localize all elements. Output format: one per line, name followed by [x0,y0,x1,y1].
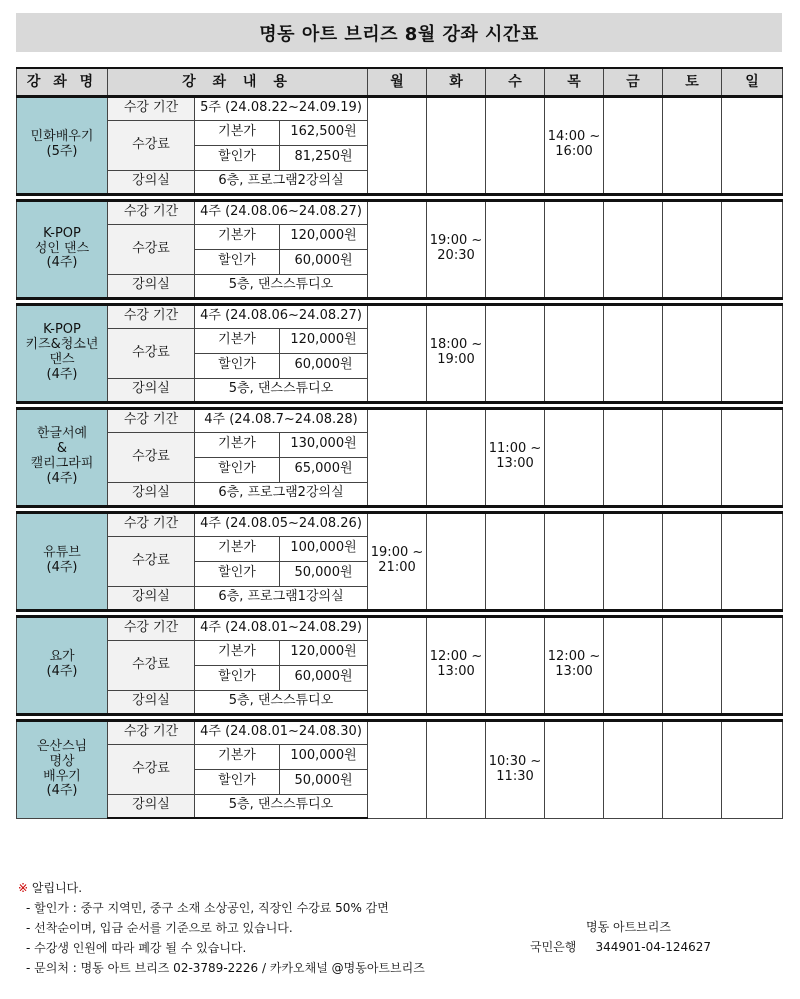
schedule-empty-cell [427,720,486,818]
fee-label: 수강료 [108,536,195,586]
base-price-label: 기본가 [195,224,280,249]
notice-line: - 문의처 : 명동 아트 브리즈 02-3789-2226 / 카카오채널 @명동아트브리즈 [26,961,425,975]
schedule-empty-cell [545,408,604,506]
time-start: 12:00 ~ [429,649,483,665]
fee-label: 수강료 [108,120,195,170]
schedule-empty-cell [368,720,427,818]
schedule-time-cell [427,200,486,298]
schedule-empty-cell [486,96,545,194]
notice-heading-text: 알립니다. [31,881,83,895]
discount-price: 50,000원 [280,769,368,794]
discount-price: 60,000원 [280,665,368,690]
period-label: 수강 기간 [108,616,195,640]
time-start: 19:00 ~ [370,545,424,561]
schedule-empty-cell [722,720,783,818]
schedule-empty-cell [545,200,604,298]
day-header-mon: 월 [368,68,427,96]
room-label: 강의실 [108,794,195,818]
notice-mark-icon: ※ [18,881,29,895]
schedule-time-cell [545,616,604,714]
course-name-line: K-POP [43,322,81,338]
schedule-empty-cell [604,512,663,610]
course-name-line: 유튜브 [43,545,81,561]
course-period-row [17,200,783,224]
room-label: 강의실 [108,378,195,402]
course-name-line: 캘리그라피 [30,456,94,471]
discount-price: 60,000원 [280,249,368,274]
course-room: 5층, 댄스스튜디오 [195,378,368,402]
time-end: 20:30 [437,248,475,263]
discount-price-label: 할인가 [195,145,280,170]
discount-price-label: 할인가 [195,249,280,274]
room-label: 강의실 [108,690,195,714]
schedule-empty-cell [486,512,545,610]
notice-line: - 선착순이며, 입금 순서를 기준으로 하고 있습니다. [26,921,293,935]
course-period: 4주 (24.08.7~24.08.28) [195,408,368,432]
base-price: 100,000원 [280,536,368,561]
schedule-empty-cell [604,200,663,298]
discount-price: 50,000원 [280,561,368,586]
schedule-empty-cell [604,304,663,402]
course-name-header: 강 좌 명 [17,68,108,96]
day-header-wed: 수 [486,68,545,96]
period-label: 수강 기간 [108,512,195,536]
base-price: 162,500원 [280,120,368,145]
schedule-empty-cell [368,304,427,402]
day-header-fri: 금 [604,68,663,96]
schedule-empty-cell [427,512,486,610]
schedule-empty-cell [368,408,427,506]
schedule-empty-cell [427,96,486,194]
course-content-header: 강 좌 내 용 [108,68,368,96]
schedule-empty-cell [663,200,722,298]
period-label: 수강 기간 [108,200,195,224]
fee-label: 수강료 [108,640,195,690]
time-end: 21:00 [378,560,416,575]
base-price: 120,000원 [280,328,368,353]
time-end: 13:00 [496,456,534,471]
schedule-empty-cell [545,304,604,402]
base-price-label: 기본가 [195,640,280,665]
account-number: 344901-04-124627 [595,940,711,954]
time-end: 11:30 [496,768,534,784]
course-name-line: 민화배우기 [30,129,94,145]
course-period: 4주 (24.08.06~24.08.27) [195,200,368,224]
schedule-empty-cell [604,408,663,506]
course-name-line: 성인 댄스 [34,240,90,256]
schedule-empty-cell [663,512,722,610]
course-name-line: 댄스 [49,352,75,367]
schedule-time-cell [427,616,486,714]
schedule-empty-cell [722,200,783,298]
course-name-line: (4주) [46,366,78,382]
period-label: 수강 기간 [108,720,195,744]
table-header-row [17,68,783,96]
schedule-empty-cell [722,616,783,714]
course-name-line: (4주) [46,560,78,575]
base-price-label: 기본가 [195,536,280,561]
time-end: 16:00 [555,144,593,159]
schedule-empty-cell [486,616,545,714]
course-name [17,720,108,818]
base-price-label: 기본가 [195,432,280,457]
course-name-line: 한글서예 [36,426,88,442]
course-period-row [17,512,783,536]
course-name [17,616,108,714]
schedule-empty-cell [722,408,783,506]
course-room: 5층, 댄스스튜디오 [195,274,368,298]
base-price-label: 기본가 [195,328,280,353]
course-room: 6층, 프로그램2강의실 [195,482,368,506]
room-label: 강의실 [108,586,195,610]
period-label: 수강 기간 [108,304,195,328]
discount-price-label: 할인가 [195,561,280,586]
schedule-empty-cell [604,616,663,714]
schedule-empty-cell [663,96,722,194]
schedule-empty-cell [722,304,783,402]
room-label: 강의실 [108,274,195,298]
course-period: 4주 (24.08.05~24.08.26) [195,512,368,536]
day-header-sun: 일 [722,68,783,96]
schedule-body [17,96,783,818]
discount-price-label: 할인가 [195,769,280,794]
room-label: 강의실 [108,170,195,194]
course-room: 5층, 댄스스튜디오 [195,690,368,714]
time-start: 18:00 ~ [429,337,483,353]
schedule-empty-cell [368,616,427,714]
course-name-line: & [56,441,68,457]
time-end: 13:00 [437,664,475,679]
course-period-row [17,304,783,328]
schedule-empty-cell [545,512,604,610]
schedule-empty-cell [368,200,427,298]
course-period: 4주 (24.08.01~24.08.30) [195,720,368,744]
course-name-line: 은산스님 [36,738,88,754]
base-price-label: 기본가 [195,744,280,769]
schedule-empty-cell [486,200,545,298]
time-start: 14:00 ~ [547,129,601,145]
course-name-line: 요가 [49,649,75,665]
time-start: 11:00 ~ [488,441,542,457]
course-name-line: (4주) [46,255,78,271]
day-header-tue: 화 [427,68,486,96]
course-name-line: 키즈&청소년 [25,337,99,353]
course-name-line: (4주) [46,783,78,799]
base-price: 130,000원 [280,432,368,457]
page-title: 명동 아트 브리즈 8월 강좌 시간표 [16,13,782,52]
course-room: 6층, 프로그램2강의실 [195,170,368,194]
schedule-empty-cell [545,720,604,818]
course-period-row [17,408,783,432]
period-label: 수강 기간 [108,96,195,120]
notice-line: - 할인가 : 중구 지역민, 중구 소재 소상공인, 직장인 수강료 50% 감면 [26,901,389,915]
course-name [17,408,108,506]
course-period-row [17,96,783,120]
notice-section [18,878,425,978]
course-name [17,96,108,194]
discount-price-label: 할인가 [195,457,280,482]
schedule-empty-cell [663,616,722,714]
schedule-table [16,67,783,819]
schedule-empty-cell [722,96,783,194]
time-end: 13:00 [555,664,593,679]
schedule-empty-cell [663,720,722,818]
fee-label: 수강료 [108,432,195,482]
notice-heading [18,878,425,898]
base-price: 120,000원 [280,640,368,665]
course-name [17,512,108,610]
course-name-line: K-POP [43,225,81,241]
base-price-label: 기본가 [195,120,280,145]
course-name [17,200,108,298]
fee-label: 수강료 [108,328,195,378]
bank-name: 국민은행 [530,940,577,954]
fee-label: 수강료 [108,224,195,274]
schedule-time-cell [368,512,427,610]
schedule-time-cell [545,96,604,194]
time-start: 12:00 ~ [547,649,601,665]
schedule-empty-cell [663,304,722,402]
schedule-empty-cell [722,512,783,610]
schedule-empty-cell [486,304,545,402]
schedule-empty-cell [368,96,427,194]
period-label: 수강 기간 [108,408,195,432]
course-room: 5층, 댄스스튜디오 [195,794,368,818]
schedule-empty-cell [427,408,486,506]
base-price: 100,000원 [280,744,368,769]
course-name [17,304,108,402]
discount-price-label: 할인가 [195,665,280,690]
course-name-line: 배우기 [43,768,81,784]
schedule-empty-cell [604,96,663,194]
course-name-line: 명상 [49,753,75,769]
day-header-sat: 토 [663,68,722,96]
schedule-time-cell [486,408,545,506]
schedule-empty-cell [663,408,722,506]
fee-label: 수강료 [108,744,195,794]
discount-price: 81,250원 [280,145,368,170]
course-period-row [17,720,783,744]
day-header-thu: 목 [545,68,604,96]
room-label: 강의실 [108,482,195,506]
course-period: 5주 (24.08.22~24.09.19) [195,96,368,120]
notice-line: - 수강생 인원에 따라 폐강 될 수 있습니다. [26,941,247,955]
course-period: 4주 (24.08.01~24.08.29) [195,616,368,640]
organization-name: 명동 아트브리즈 [586,920,671,934]
time-start: 10:30 ~ [488,753,542,769]
base-price: 120,000원 [280,224,368,249]
course-name-line: (4주) [46,470,78,486]
discount-price: 65,000원 [280,457,368,482]
discount-price-label: 할인가 [195,353,280,378]
schedule-empty-cell [604,720,663,818]
time-start: 19:00 ~ [429,233,483,249]
bank-account [530,938,711,955]
course-period-row [17,616,783,640]
discount-price: 60,000원 [280,353,368,378]
course-room: 6층, 프로그램1강의실 [195,586,368,610]
schedule-time-cell [486,720,545,818]
course-name-line: (4주) [46,664,78,679]
schedule-time-cell [427,304,486,402]
time-end: 19:00 [437,352,475,367]
course-name-line: (5주) [46,144,78,159]
course-period: 4주 (24.08.06~24.08.27) [195,304,368,328]
